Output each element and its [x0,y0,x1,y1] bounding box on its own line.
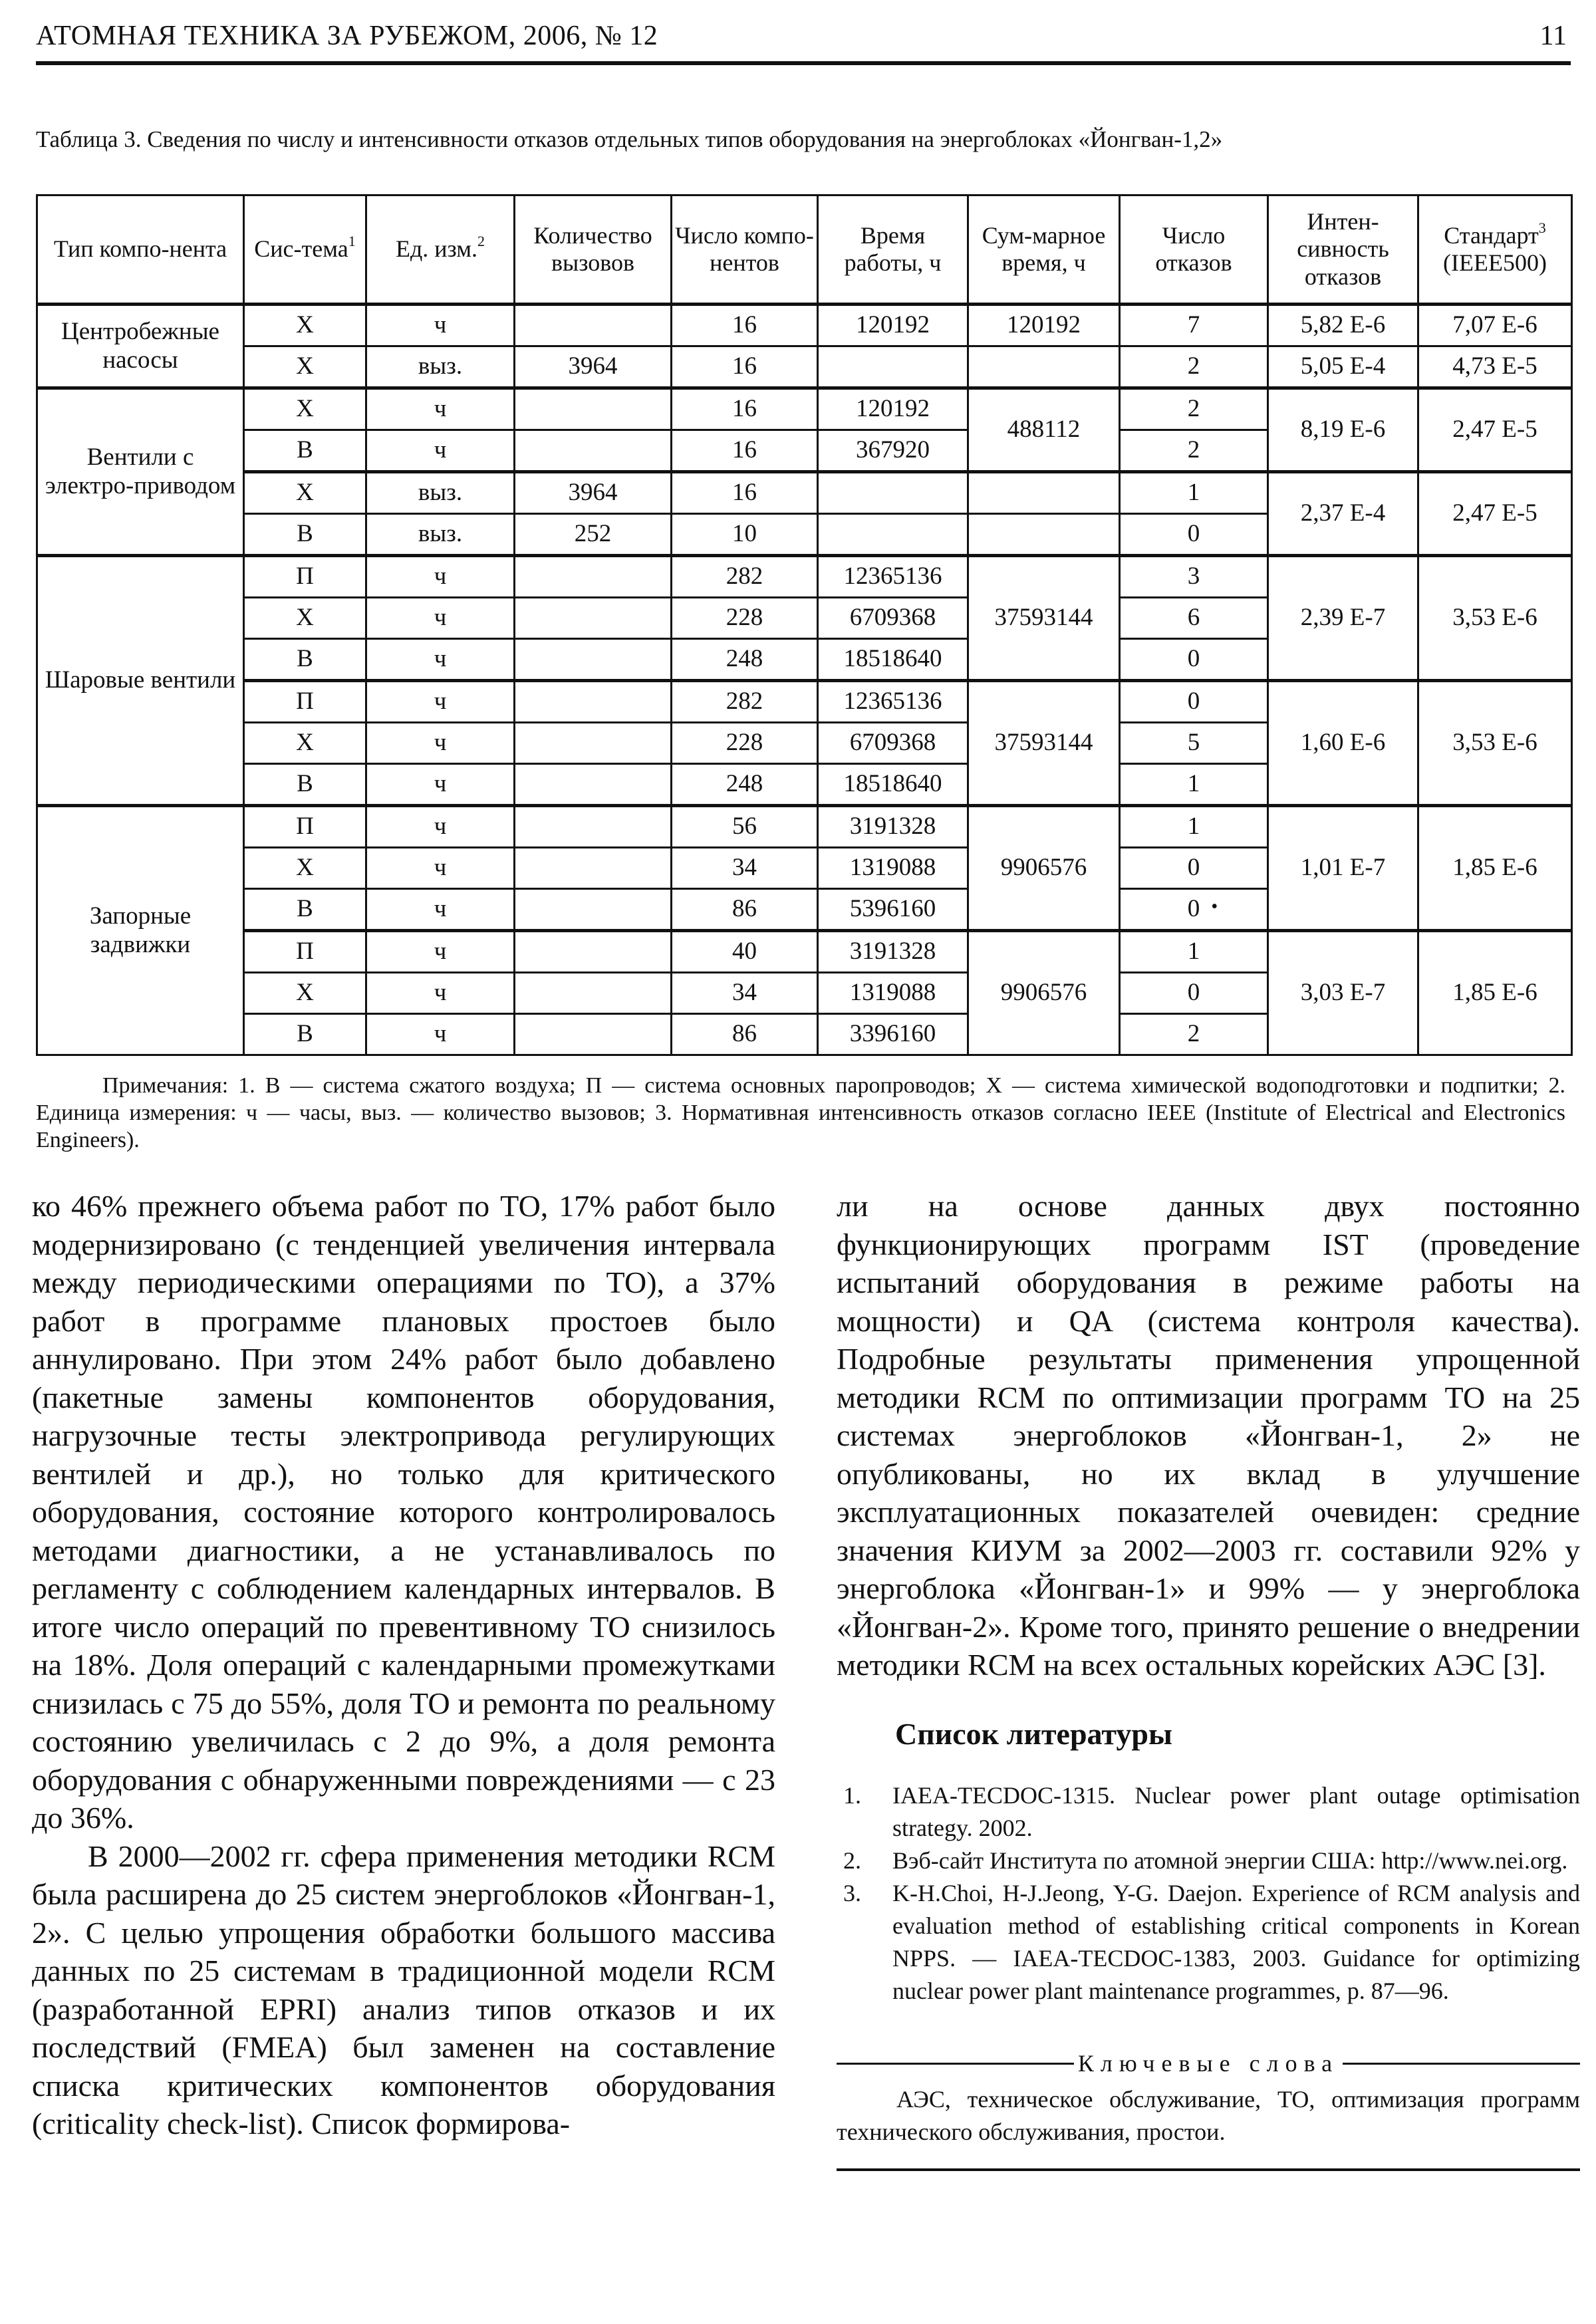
table-caption: Таблица 3. Сведения по числу и интенсивности отказов отдельных типов оборудования на энергоблоках «Йонгван-1,2» [36,126,1223,152]
component-type-cell: Вентили с электро-приводом [37,388,244,556]
running-head [36,13,1571,65]
col-header-calls: Количество вызовов [515,195,672,305]
table-row: X ч 228 6709368 5 [37,723,1572,764]
keywords-heading: Ключевые слова [837,2045,1580,2083]
table-row: В ч 248 18518640 0 [37,639,1572,681]
table-row: П ч 282 12365136 37593144 0 1,60 E-6 3,53 E-6 [37,681,1572,723]
stray-mark: • [1211,896,1218,917]
table-row: В ч 248 18518640 1 [37,764,1572,806]
table-row: Запорные задвижки П ч 56 3191328 9906576 1 1,01 E-7 1,85 E-6 [37,806,1572,848]
col-header-failures: Число отказов [1120,195,1268,305]
reference-item: 3. K-H.Choi, H-J.Jeong, Y-G. Daejon. Experience of RCM analysis and evaluation method of establishing critical components in Korean NPPS. — IAEA-TECDOC-1383, 2003. Guidance for optimizing nuclear power plant maintenance programmes, p. 87—96. [843,1880,1580,2004]
component-type-cell: Центробежные насосы [37,305,244,388]
body-paragraph: В 2000—2002 гг. сфера применения методики RCM была расширена до 25 систем энергоблоков «Йонгван-1, 2». С целью упрощения обработки большого массива данных по 25 системам в традиционной модели RCM (разработанной EPRI) анализ типов отказов и их последствий (FMEA) был заменен на составление списка критических компонентов оборудования (criticality check-list). Список формирова- [32,1839,775,2140]
table-header-row [37,195,1572,305]
reference-item: 2. Вэб-сайт Института по атомной энергии США: http://www.nei.org. [843,1847,1568,1874]
table-row: Центробежные насосы X ч 16 120192 120192 7 5,82 E-6 7,07 E-6 [37,305,1572,346]
table-row: В ч 86 3396160 2 [37,1014,1572,1055]
col-header-component-type: Тип компо-нента [37,195,244,305]
col-header-standard: Стандарт$^3$ (IEEE500) [1418,195,1572,305]
table-notes: Примечания: 1. В — система сжатого воздуха; П — система основных паропроводов; X — система химической водоподготовки и подпитки; 2. Единица измерения: ч — часы, выз. — количество вызовов; 3. Нормативная интенсивность отказов согласно IEEE (Institute of Electrical and Electronics Engineers). [36,1073,1565,1152]
table-row: X ч 34 1319088 0 [37,848,1572,889]
body-paragraph: ко 46% прежнего объема работ по ТО, 17% работ было модернизировано (с тенденцией увеличения интервала между периодическими операциями по ТО), а 37% работ в программе плановых простоев было аннулировано. При этом 24% работ было добавлено (пакетные замены компонентов оборудования, нагрузочные тесты электропривода регулирующих вентилей и др.), но только для критического оборудования, состояние которого контролировалось методами диагностики, а не устанавливалось по регламенту с соблюдением календарных интервалов. В итоге число операций по превентивному ТО снизилось на 18%. Доля операций с календарными промежутками снизилась с 75 до 55%, доля ТО и ремонта по реальному состоянию увеличилась с 2 до 9%, а доля ремонта оборудования с обнаруженными повреждениями — с 23 до 36%. [32,1189,775,1835]
col-header-intensity: Интен-сивность отказов [1268,195,1418,305]
divider [1343,2063,1580,2065]
table-row: X ч 34 1319088 0 [37,973,1572,1014]
page-number: 11 [1539,21,1567,51]
table-row: В выз. 252 10 0 [37,514,1572,556]
table-row: В ч 16 367920 2 [37,430,1572,472]
table-row: X ч 228 6709368 6 [37,598,1572,639]
table-row: X выз. 3964 16 2 5,05 E-4 4,73 E-5 [37,346,1572,388]
component-type-cell: Запорные задвижки [37,806,244,1055]
keywords-text: АЭС, техническое обслуживание, ТО, оптимизация программ технического обслуживания, простои. [837,2085,1580,2145]
references-list [837,1779,1580,2007]
col-header-operating-time: Время работы, ч [818,195,968,305]
table-row: X выз. 3964 16 1 2,37 E-4 2,47 E-5 [37,472,1572,514]
table-row: П ч 40 3191328 9906576 1 3,03 E-7 1,85 E-6 [37,931,1572,973]
reference-item: 1. IAEA-TECDOC-1315. Nuclear power plant outage optimisation strategy. 2002. [843,1782,1580,1841]
table-row: Шаровые вентили П ч 282 12365136 37593144 3 2,39 E-7 3,53 E-6 [37,556,1572,598]
references-heading: Список литературы [895,1716,1172,1751]
divider [837,2063,1074,2065]
component-type-cell: Шаровые вентили [37,556,244,806]
table-row: Вентили с электро-приводом X ч 16 120192 488112 2 8,19 E-6 2,47 E-5 [37,388,1572,430]
journal-title: АТОМНАЯ ТЕХНИКА ЗА РУБЕЖОМ, 2006, № 12 [36,21,658,51]
body-paragraph: ли на основе данных двух постоянно функционирующих программ IST (проведение испытаний оборудования в режиме работы на мощности) и QA (система контроля качества). Подробные результаты применения упрощенной методики RCM по оптимизации программ ТО на 25 системах энергоблоков «Йонгван-1, 2» не опубликованы, но их вклад в улучшение эксплуатационных показателей очевиден: средние значения КИУМ за 2002—2003 гг. составили 92% у энергоблока «Йонгван-1» и 99% — у энергоблока «Йонгван-2». Кроме того, принято решение о внедрении методики RCM на всех остальных корейских АЭС [3]. [837,1189,1580,1682]
body-column-right [837,1187,1580,2171]
col-header-total-time: Сум-марное время, ч [968,195,1120,305]
table-row: В ч 86 5396160 0 • [37,889,1572,931]
body-column-left [32,1187,775,2143]
divider [837,2168,1580,2171]
col-header-components: Число компо-нентов [672,195,818,305]
failure-data-table [36,194,1573,1056]
col-header-unit: Ед. изм.$^2$ [366,195,515,305]
col-header-system: Сис-тема$^1$ [244,195,366,305]
